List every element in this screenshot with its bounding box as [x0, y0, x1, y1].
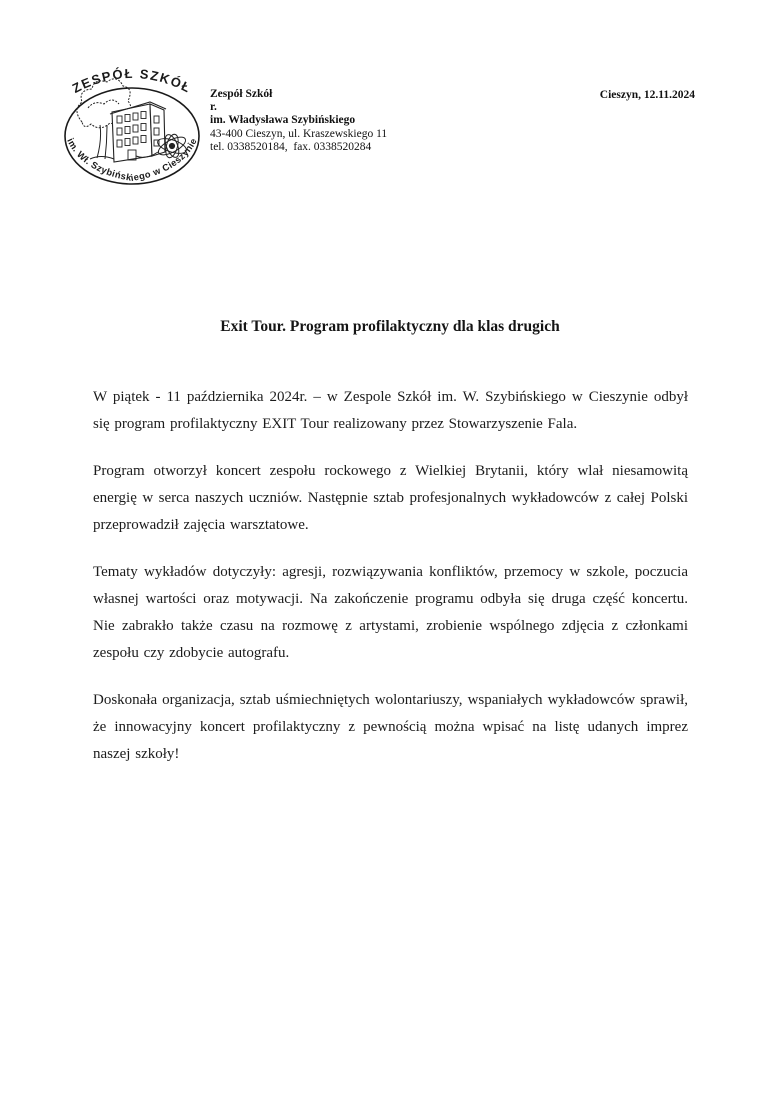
- school-name-line2: r.: [210, 101, 217, 114]
- school-name-line1: Zespół Szkół: [210, 88, 273, 100]
- school-logo-graphic: [62, 58, 202, 192]
- svg-text:ZESPÓŁ SZKÓŁ: [70, 66, 194, 96]
- logo-top-caption: ZESPÓŁ SZKÓŁ: [69, 65, 195, 96]
- place-and-date: Cieszyn, 12.11.2024: [599, 89, 695, 101]
- school-logo: [62, 58, 202, 192]
- school-name-line3: im. Władysława Szybińskiego: [210, 114, 356, 127]
- document-title: Exit Tour. Program profilaktyczny dla klas drugich: [220, 318, 560, 335]
- school-info-block: [210, 88, 387, 154]
- paragraph-2: Program otworzył koncert zespołu rockowego z Wielkiej Brytanii, który wlał niesamowitą energię w serca naszych uczniów. Następnie sztab profesjonalnych wykładowców z całej Polski przeprowadził zajęcia warsztatowe.: [93, 463, 688, 533]
- school-tel-fax: tel. 0338520184, fax. 0338520284: [210, 140, 372, 153]
- paragraph-3: Tematy wykładów dotyczyły: agresji, rozwiązywania konfliktów, przemocy w szkole, poczucia własnej wartości oraz motywacji. Na zakończenie programu odbyła się druga część koncertu. Nie zabrakło także czasu na rozmowę z artystami, zrobienie wspólnego zdjęcia z członkami zespołu czy zdobycie autografu.: [93, 564, 688, 661]
- document-body: [93, 384, 688, 788]
- paragraph-4: Doskonała organizacja, sztab uśmiechniętych wolontariuszy, wspaniałych wykładowców sprawił, że innowacyjny koncert profilaktyczny z pewnością można wpisać na listę udanych imprez naszej szkoły!: [93, 692, 688, 762]
- school-address: 43-400 Cieszyn, ul. Kraszewskiego 11: [210, 127, 388, 140]
- logo-bottom-caption: im. Wł. Szybińskiego w Cieszynie: [65, 136, 199, 184]
- paragraph-1: W piątek - 11 października 2024r. – w Zespole Szkół im. W. Szybińskiego w Cieszynie odbył się program profilaktyczny EXIT Tour realizowany przez Stowarzyszenie Fala.: [93, 389, 688, 432]
